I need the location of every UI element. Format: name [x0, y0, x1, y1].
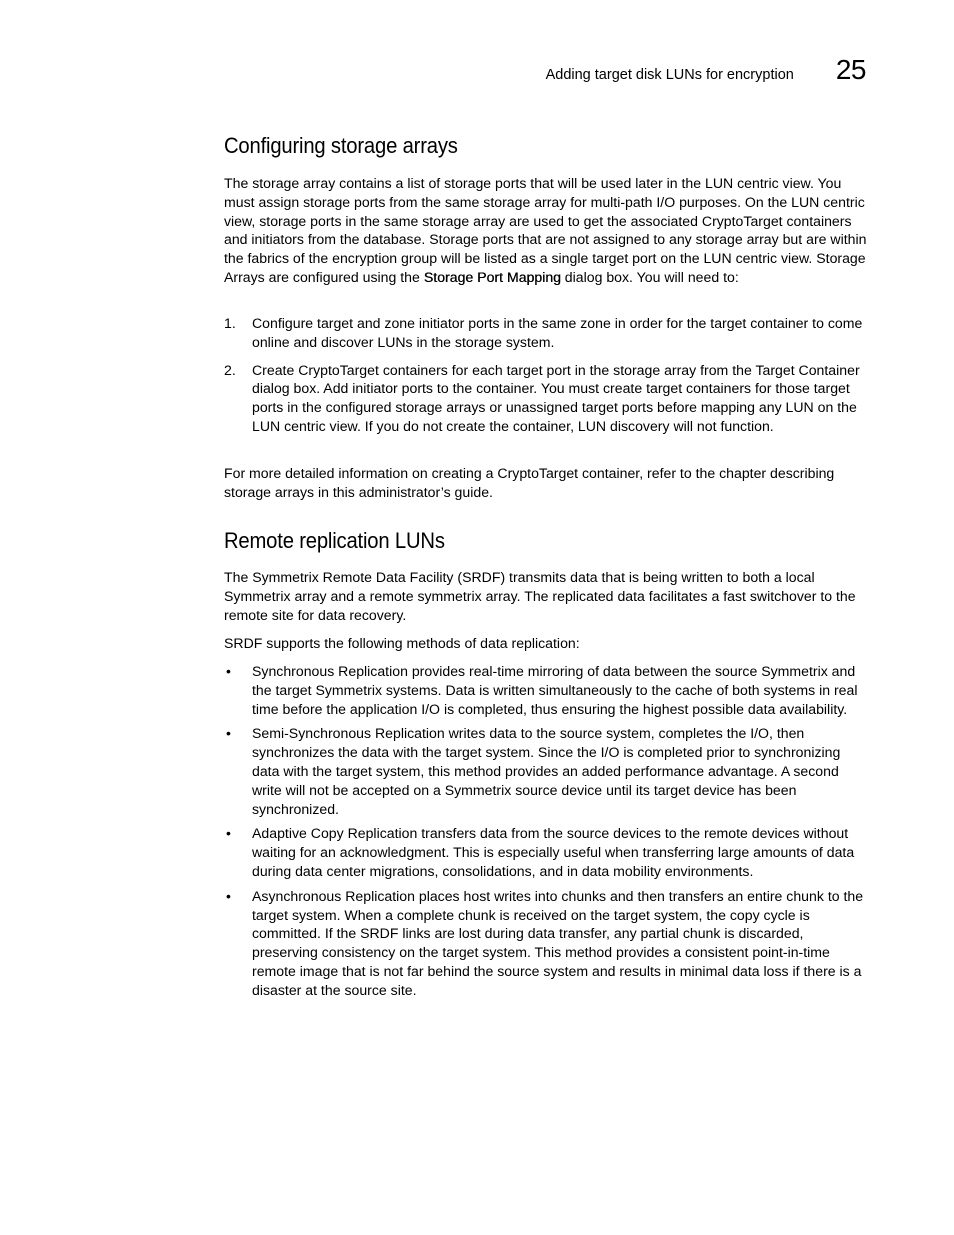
section-heading-configuring-storage-arrays: Configuring storage arrays	[224, 133, 458, 158]
intro-text-before: The storage array contains a list of storage ports that will be used later in the LUN centric view. You must assign storage ports from the same storage array for multi-path I/O purposes. On the LUN centric view, storage ports in the same storage array are used to get the associated CryptoTarget containers and initiators from the database. Storage ports that are not assigned to any storage array but are within the fabrics of the encryption group will be listed as a single target port on the LUN centric view. Storage Arrays are configured using the	[224, 175, 867, 285]
section1-closing-paragraph: For more detailed information on creating a CryptoTarget container, refer to the chapter describing storage arrays in this administrator’s guide.	[224, 465, 835, 500]
section-heading-remote-replication-luns: Remote replication LUNs	[224, 528, 445, 553]
step-number: 1.	[224, 315, 236, 331]
bullet-text: Adaptive Copy Replication transfers data from the source devices to the remote devices without waiting for an acknowledgment. This is especially useful when transferring large amounts of data during data center migrations, consolidations, and in data mobility environments.	[252, 825, 855, 879]
list-item	[224, 824, 870, 880]
running-header-title: Adding target disk LUNs for encryption	[545, 67, 794, 83]
step-text: Create CryptoTarget containers for each target port in the storage array from the Target Container dialog box. Add initiator ports to the container. You must create target containers for those target ports in the configured storage arrays or unassigned target ports before mapping any LUN on the LUN centric view. If you do not create the container, LUN discovery will not function.	[252, 361, 860, 434]
configuration-steps-list	[224, 314, 870, 445]
section2-paragraph-methods: SRDF supports the following methods of data replication:	[224, 635, 580, 651]
replication-methods-list	[224, 662, 870, 1006]
intro-text-after: dialog box. You will need to:	[560, 268, 739, 285]
step-number: 2.	[224, 361, 236, 378]
step-text: Configure target and zone initiator ports in the same zone in order for the target container to come online and discover LUNs in the storage system.	[252, 315, 863, 350]
section1-intro-paragraph	[224, 174, 870, 287]
list-item	[224, 887, 870, 1000]
chapter-number: 25	[835, 54, 866, 85]
bullet-icon: •	[226, 825, 231, 842]
page-header	[546, 54, 866, 86]
storage-port-mapping-term: Storage Port Mapping	[423, 268, 561, 285]
list-item	[224, 662, 870, 718]
bullet-text: Synchronous Replication provides real-time mirroring of data between the source Symmetrix and the target Symmetrix systems. Data is written simultaneously to the cache of both systems in real time before the application I/O is completed, thus ensuring the highest possible data availability.	[252, 663, 858, 717]
bullet-icon: •	[226, 887, 231, 904]
bullet-icon: •	[226, 725, 231, 742]
bullet-text: Semi-Synchronous Replication writes data to the source system, completes the I/O, then synchronizes the data with the target system. Since the I/O is completed prior to synchronizing data with the target system, this method provides an added performance advantage. A second write will not be accepted on a Symmetrix source device until its target device has been synchronized.	[252, 725, 841, 817]
bullet-text: Asynchronous Replication places host writes into chunks and then transfers an entire chunk to the target system. When a complete chunk is received on the target system, the copy cycle is committed. If the SRDF links are lost during data transfer, any partial chunk is discarded, preserving consistency on the target system. This method provides a consistent point-in-time remote image that is not far behind the source system and results in minimal data loss if there is a disaster at the source site.	[252, 887, 864, 998]
list-item	[224, 314, 870, 352]
bullet-icon: •	[226, 663, 231, 679]
list-item	[224, 724, 870, 818]
list-item	[224, 361, 870, 436]
section2-paragraph-srdf: The Symmetrix Remote Data Facility (SRDF) transmits data that is being written to both a local Symmetrix array and a remote symmetrix array. The replicated data facilitates a fast switchover to the remote site for data recovery.	[224, 569, 856, 623]
